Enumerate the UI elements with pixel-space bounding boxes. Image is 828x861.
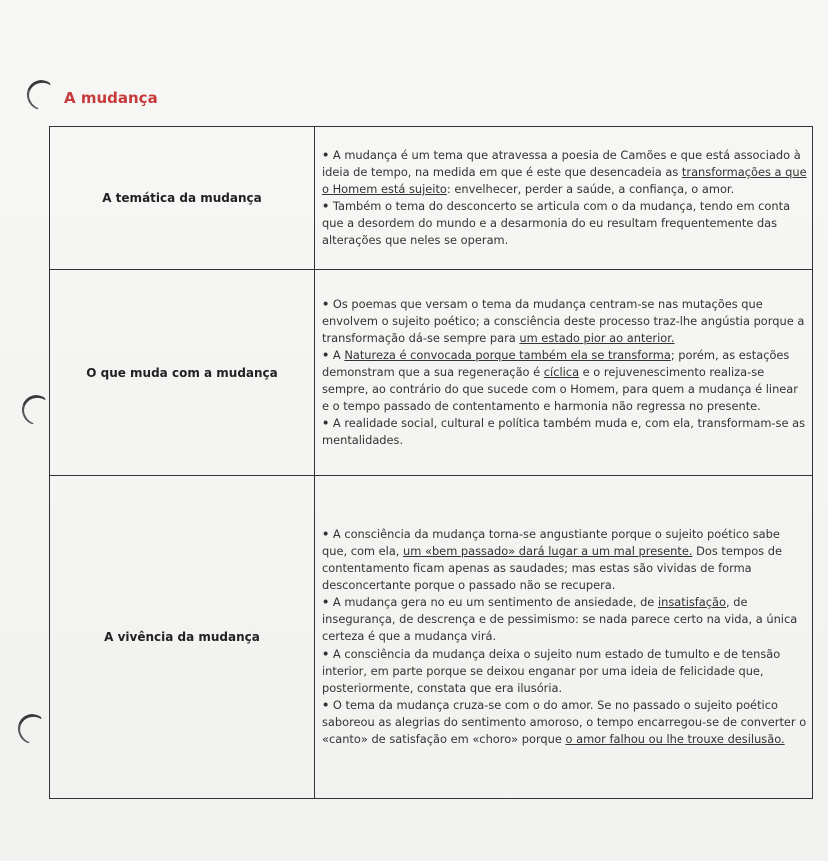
row-content xyxy=(315,476,813,799)
paragraph-text: A mudança gera no eu um sentimento de ansiedade, de xyxy=(329,595,658,610)
bullet-paragraph xyxy=(322,347,808,415)
bullet-icon: • xyxy=(322,697,330,712)
paragraph-text: O tema da mudança cruza-se com o do amor. Se no passado o sujeito poético saboreou as alegrias do sentimento amoroso, o tempo encarregou-se de converter o «canto» de satisfação em «choro» porque xyxy=(322,697,807,747)
bullet-icon: • xyxy=(322,595,330,610)
binder-ring-hole xyxy=(14,710,52,748)
underlined-text: o amor falhou ou lhe trouxe desilusão. xyxy=(565,732,785,747)
underlined-text: um «bem passado» dará lugar a um mal presente. xyxy=(403,543,693,558)
bullet-paragraph xyxy=(322,296,808,347)
bullet-paragraph xyxy=(322,594,808,645)
bullet-icon: • xyxy=(322,199,330,213)
bullet-icon: • xyxy=(322,526,330,541)
paragraph-text: A consciência da mudança torna-se angustiante porque o sujeito poético sabe que, com ela, xyxy=(322,526,780,558)
binder-ring-hole xyxy=(23,76,61,114)
paragraph-text: : envelhecer, perder a saúde, a confiança, o amor. xyxy=(446,181,735,196)
paragraph-text: A realidade social, cultural e política também muda e, com ela, transformam-se as mentalidades. xyxy=(322,416,806,448)
table-row xyxy=(50,476,813,799)
underlined-text: transformações a que o Homem está sujeito xyxy=(322,164,807,196)
paragraph-text: , de insegurança, de descrença e de pessimismo: se nada parece certo na vida, a única certeza é que a mudança virá. xyxy=(322,595,798,644)
bullet-paragraph xyxy=(322,147,808,198)
row-label: A temática da mudança xyxy=(50,127,315,270)
underlined-text: um estado pior ao anterior. xyxy=(519,330,675,345)
table-row xyxy=(50,270,813,476)
underlined-text: insatisfação xyxy=(657,595,727,610)
table-row xyxy=(50,127,813,270)
paragraph-text: e o rejuvenescimento realiza-se sempre, ao contrário do que sucede com o Homem, para quem a mudança é linear e o tempo passado de contentamento e harmonia não regressa no presente. xyxy=(322,364,798,414)
row-content xyxy=(315,127,813,270)
paragraph-text: Também o tema do desconcerto se articula com o da mudança, tendo em conta que a desordem do mundo e a desarmonia do eu resultam frequentemente das alterações que neles se operam. xyxy=(322,199,791,248)
bullet-icon: • xyxy=(322,296,330,311)
bullet-paragraph xyxy=(322,198,808,249)
paragraph-text: A consciência da mudança deixa o sujeito num estado de tumulto e de tensão interior, em parte porque se deixou enganar por uma ideia de felicidade que, posteriormente, constata que era ilusória. xyxy=(322,646,781,695)
paragraph-text: ; porém, as estações demonstram que a sua regeneração é xyxy=(322,347,790,379)
paragraph-text: Os poemas que versam o tema da mudança centram-se nas mutações que envolvem o sujeito poético; a consciência deste processo traz-lhe angústia porque a transformação dá-se sempre para xyxy=(322,296,805,345)
paragraph-text: Dos tempos de contentamento ficam apenas as saudades; mas estas são vividas de forma desconcertante porque o passado não se recupera. xyxy=(322,543,782,593)
bullet-paragraph xyxy=(322,646,808,697)
paragraph-text: A xyxy=(329,347,345,362)
row-content xyxy=(315,270,813,476)
underlined-text: cíclica xyxy=(543,364,580,379)
bullet-paragraph xyxy=(322,526,808,594)
bullet-icon: • xyxy=(322,416,330,431)
row-label: O que muda com a mudança xyxy=(50,270,315,476)
bullet-icon: • xyxy=(322,347,330,362)
bullet-paragraph xyxy=(322,415,808,449)
theme-table xyxy=(49,126,813,799)
bullet-icon: • xyxy=(322,646,330,661)
row-label: A vivência da mudança xyxy=(50,476,315,799)
page-title: A mudança xyxy=(64,89,158,107)
underlined-text: Natureza é convocada porque também ela se transforma xyxy=(344,347,671,362)
paragraph-text: A mudança é um tema que atravessa a poesia de Camões e que está associado à ideia de tempo, na medida em que é este que desencadeia as xyxy=(322,147,801,179)
bullet-icon: • xyxy=(322,147,330,162)
bullet-paragraph xyxy=(322,697,808,748)
